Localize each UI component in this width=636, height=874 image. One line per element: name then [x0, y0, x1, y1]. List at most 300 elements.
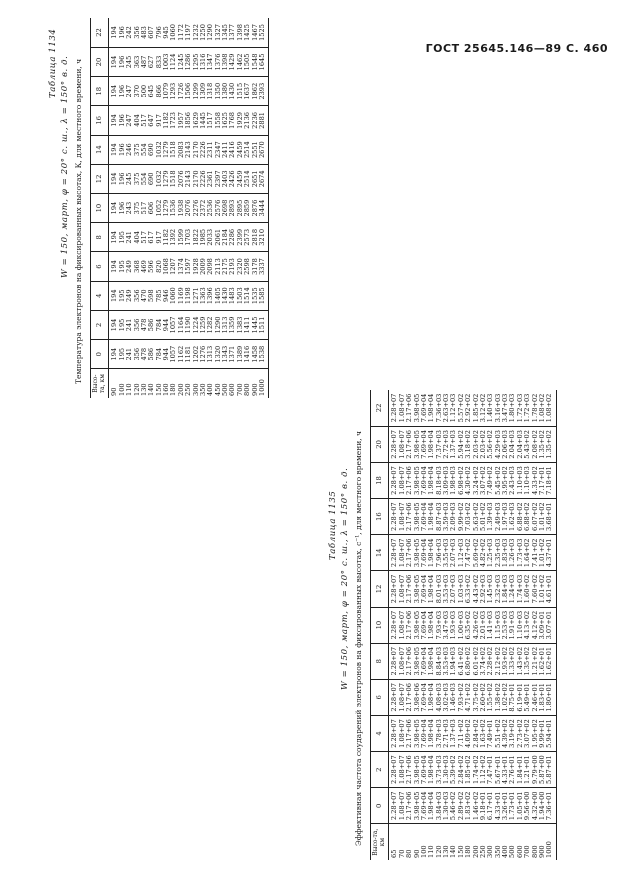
value-column	[389, 426, 556, 462]
table-cell: 1.37+03	[449, 719, 458, 748]
table-cell: 1.85+02	[464, 755, 473, 784]
table-cell: 2818	[250, 228, 259, 246]
table-cell: 1182	[162, 228, 171, 246]
table-cell: 3444	[257, 199, 266, 217]
table-cell: 6.19+01	[515, 683, 524, 712]
table-cell: 1856	[184, 112, 193, 129]
table-cell: 1703	[184, 228, 193, 246]
table-cell: 1518	[169, 170, 178, 188]
table-cell: 1536	[169, 199, 178, 217]
height-value: 120	[132, 383, 141, 396]
table-cell: 242	[125, 26, 134, 39]
table-cell: 1505	[243, 53, 252, 71]
height-value: 150	[154, 383, 163, 396]
table-cell: 1525	[257, 24, 266, 41]
table-cell: 7.37+03	[434, 430, 443, 459]
value-column	[109, 18, 269, 47]
table-cell: 554	[139, 143, 148, 156]
table-cell: 1.83+03	[501, 538, 510, 568]
height-value: 800	[530, 845, 539, 858]
table-cell: 1.93+03	[449, 610, 458, 640]
table-cell: 2.28+07	[390, 610, 399, 640]
table-cell: 866	[154, 84, 163, 98]
table-cell: 2881	[257, 112, 266, 129]
height-value: 600	[228, 383, 237, 396]
table-cell: 7.96+03	[434, 538, 443, 568]
table-cell: 1.08+02	[537, 393, 546, 423]
table-cell: 1320	[213, 345, 222, 363]
table-cell: 1483	[228, 287, 237, 305]
table-cell: 517	[139, 231, 148, 244]
table-cell: 606	[147, 201, 156, 215]
table-cell: 1.95+02	[530, 719, 539, 748]
table-cell: 2.06+03	[501, 430, 510, 459]
table-cell: 1.30+03	[442, 755, 451, 784]
table-cell: 7.69+04	[419, 574, 428, 604]
table-cell: 2.72+03	[442, 430, 451, 459]
table-cell: 8.84+03	[434, 646, 443, 676]
table-cell: 4.33+01	[493, 791, 502, 821]
table-cell: 1.10+03	[515, 466, 524, 495]
table-cell: 2.76+01	[508, 755, 517, 784]
table-cell: 3.47+03	[442, 610, 451, 640]
table-cell: 2.28+07	[390, 646, 399, 676]
table-cell: 3.18+02	[464, 430, 473, 459]
table-cell: 2459	[235, 141, 244, 159]
table-cell: 1.08+02	[545, 393, 554, 423]
table-cell: 1.80+01	[545, 683, 554, 712]
table-cell: 1207	[169, 258, 178, 275]
table-cell: 833	[154, 55, 163, 69]
height-value: 130	[442, 845, 451, 858]
table-cell: 2347	[213, 141, 222, 159]
table-cell: 784	[154, 318, 163, 332]
table-cell: 3.98+05	[412, 502, 421, 531]
table-cell: 1.98+04	[427, 610, 436, 640]
table-cell: 796	[154, 26, 163, 39]
height-column	[109, 369, 269, 398]
table-cell: 2.63+03	[442, 393, 451, 423]
height-value: 110	[125, 383, 134, 396]
table-cell: 1.39+03	[486, 502, 495, 531]
table-cell: 1398	[221, 53, 230, 71]
height-value: 80	[405, 849, 414, 858]
table-cell: 375	[132, 201, 141, 215]
table-cell: 2416	[228, 141, 237, 159]
table-cell: 6.98+02	[456, 466, 465, 495]
table-cell: 194	[110, 143, 119, 156]
table-cell: 1.37+03	[449, 430, 458, 459]
table-cell: 1172	[176, 24, 185, 41]
table-cell: 1376	[213, 53, 222, 71]
table-cell: 1124	[169, 53, 178, 71]
table-cell: 607	[147, 26, 156, 39]
table-0-grid	[90, 18, 269, 398]
table-cell: 1.55+02	[486, 683, 495, 712]
table-cell: 7.47+01	[486, 755, 495, 784]
table-cell: 1052	[154, 199, 163, 217]
height-value: 900	[537, 845, 546, 858]
table-cell: 1.98+04	[427, 430, 436, 459]
column-header: 10	[91, 193, 109, 222]
table-cell: 2.17+06	[405, 502, 414, 531]
table-cell: 1445	[198, 112, 207, 129]
table-cell: 7.69+04	[419, 393, 428, 423]
table-cell: 1467	[250, 24, 259, 41]
table-cell: 2.28+02	[486, 646, 495, 676]
table-cell: 2.71+03	[442, 719, 451, 748]
table-cell: 1.25+03	[486, 538, 495, 568]
table-cell: 1.08+07	[397, 430, 406, 459]
column-header: 20	[91, 47, 109, 76]
table-cell: 7.93+02	[456, 683, 465, 712]
table-cell: 1515	[235, 82, 244, 100]
table-cell: 356	[132, 318, 141, 332]
table-cell: 1359	[228, 316, 237, 334]
table-cell: 194	[110, 55, 119, 69]
table-cell: 1068	[162, 258, 171, 275]
table-cell: 1181	[184, 345, 193, 363]
table-cell: 2372	[198, 199, 207, 217]
table-cell: 1316	[198, 53, 207, 71]
table-cell: 944	[162, 318, 171, 332]
table-cell: 3.19+02	[508, 719, 517, 748]
table-cell: 9.56+00	[523, 791, 532, 821]
column-header: 6	[371, 679, 389, 715]
table-cell: 1.08+07	[397, 466, 406, 495]
table-cell: 194	[110, 231, 119, 244]
table-cell: 4.32+00	[530, 791, 539, 821]
table-cell: 6.88+02	[523, 502, 532, 531]
table-cell: 478	[139, 318, 148, 332]
table-cell: 483	[139, 26, 148, 39]
table-cell: 2.17+06	[405, 574, 414, 604]
table-cell: 3.84+03	[434, 791, 443, 821]
table-cell: 1.01+02	[537, 538, 546, 568]
value-column	[109, 47, 269, 76]
table-cell: 3.98+05	[412, 610, 421, 640]
height-value: 130	[139, 383, 148, 396]
table-cell: 2.17+06	[405, 791, 414, 821]
table-cell: 1279	[162, 199, 171, 217]
table-cell: 9.79+00	[530, 755, 539, 784]
table-cell: 1429	[228, 53, 237, 71]
table-cell: 2286	[228, 228, 237, 246]
table-cell: 7.47+02	[464, 538, 473, 568]
table-cell: 2.73+02	[515, 719, 524, 748]
table-cell: 2.07+03	[449, 574, 458, 604]
table-cell: 1462	[235, 53, 244, 71]
table-cell: 1.08+07	[397, 719, 406, 748]
column-header: 18	[91, 77, 109, 106]
table-cell: 1389	[235, 345, 244, 363]
table-cell: 5.45+02	[493, 466, 502, 495]
table-cell: 3.98+05	[412, 430, 421, 459]
table-cell: 3.75+02	[471, 683, 480, 712]
table-cell: 196	[117, 201, 126, 215]
table-cell: 1.73+01	[508, 791, 517, 821]
table-cell: 8.75+01	[508, 683, 517, 712]
table-cell: 2.28+07	[390, 755, 399, 784]
table-cell: 2403	[221, 170, 230, 188]
table-cell: 4.12+02	[530, 610, 539, 640]
table-cell: 2.28+07	[390, 538, 399, 568]
table-cell: 1.10+03	[515, 610, 524, 640]
height-value: 100	[117, 383, 126, 396]
table-cell: 1197	[184, 24, 193, 41]
table-cell: 7.41+02	[530, 538, 539, 568]
height-value: 1000	[545, 841, 554, 858]
table-cell: 2859	[243, 199, 252, 217]
table-cell: 1.00+03	[456, 610, 465, 640]
table-cell: 647	[147, 114, 156, 127]
table-cell: 2.46+01	[530, 683, 539, 712]
table-cell: 2143	[184, 141, 193, 159]
table-cell: 1822	[191, 228, 200, 246]
table-cell: 196	[117, 114, 126, 127]
table-cell: 247	[125, 114, 134, 127]
table-cell: 1.08+07	[397, 393, 406, 423]
column-header: 2	[91, 310, 109, 339]
table-cell: 517	[139, 201, 148, 215]
table-cell: 2.28+07	[390, 719, 399, 748]
table-cell: 195	[117, 347, 126, 361]
table-cell: 4.30+02	[464, 466, 473, 495]
table-cell: 5.67+01	[493, 755, 502, 784]
table-cell: 356	[132, 289, 141, 303]
height-value: 300	[486, 845, 495, 858]
table-cell: 2.17+06	[405, 466, 414, 495]
table-cell: 1.83+01	[537, 683, 546, 712]
value-column	[109, 310, 269, 339]
table-cell: 194	[110, 260, 119, 273]
table-cell: 246	[125, 143, 134, 156]
table-cell: 1.08+07	[397, 574, 406, 604]
table-cell: 2.84+02	[471, 719, 480, 748]
table-cell: 1.72+03	[523, 393, 532, 423]
table-cell: 356	[132, 26, 141, 39]
table-cell: 1.98+04	[427, 538, 436, 568]
table-cell: 2076	[184, 199, 193, 217]
table-cell: 1245	[176, 53, 185, 71]
table-cell: 241	[125, 231, 134, 244]
table-cell: 5.87+01	[545, 755, 554, 784]
table-cell: 5.01+02	[478, 502, 487, 531]
table-cell: 946	[162, 289, 171, 303]
table-cell: 245	[125, 172, 134, 186]
height-value: 160	[162, 383, 171, 396]
table-cell: 9.99+01	[537, 719, 546, 748]
table-cell: 7.69+04	[419, 538, 428, 568]
table-cell: 5.46+02	[449, 791, 458, 821]
table-cell: 2393	[257, 82, 266, 100]
table-cell: 1293	[169, 82, 178, 100]
column-header: 16	[371, 499, 389, 535]
value-column	[389, 643, 556, 679]
table-cell: 1.21+01	[523, 755, 532, 784]
value-column	[109, 340, 269, 369]
height-value: 200	[471, 845, 480, 858]
table-cell: 2.32+03	[493, 574, 502, 604]
table-cell: 2.17+06	[405, 430, 414, 459]
table-cell: 917	[154, 231, 163, 244]
table-cell: 2.28+07	[390, 502, 399, 531]
table-cell: 4.33+02	[530, 466, 539, 495]
table-cell: 241	[125, 318, 134, 332]
table-cell: 368	[132, 260, 141, 273]
table-cell: 194	[110, 347, 119, 361]
table-cell: 1182	[162, 112, 171, 129]
table-cell: 7.18+01	[545, 466, 554, 495]
table-cell: 2143	[184, 170, 193, 188]
column-header: 0	[91, 340, 109, 369]
table-cell: 3337	[257, 258, 266, 275]
table-cell: 1599	[176, 228, 185, 246]
table-cell: 690	[147, 143, 156, 156]
table-cell: 1.84+01	[515, 755, 524, 784]
table-cell: 2670	[257, 141, 266, 159]
column-header: 22	[371, 390, 389, 426]
table-cell: 2.35+03	[493, 538, 502, 568]
column-header: 4	[371, 715, 389, 751]
height-value: 120	[434, 845, 443, 858]
table-cell: 245	[125, 55, 134, 69]
table-cell: 4.43+02	[471, 574, 480, 604]
value-column	[109, 135, 269, 164]
table-cell: 6.33+02	[464, 574, 473, 604]
table-cell: 1538	[257, 345, 266, 363]
table-cell: 1645	[257, 53, 266, 71]
table-cell: 4.71+02	[464, 683, 473, 712]
table-cell: 1.93+02	[501, 646, 510, 676]
table-cell: 1535	[250, 287, 259, 305]
column-header: 22	[91, 18, 109, 47]
value-column	[389, 752, 556, 788]
table-cell: 1.21+02	[530, 646, 539, 676]
table-cell: 1.98+04	[427, 502, 436, 531]
table-cell: 1.98+03	[449, 466, 458, 495]
table-cell: 7.69+04	[419, 430, 428, 459]
height-value: 1000	[257, 379, 266, 396]
table-cell: 1.63+02	[478, 719, 487, 748]
height-value: 200	[176, 383, 185, 396]
table-cell: 1430	[221, 287, 230, 305]
table-cell: 1.98+04	[427, 466, 436, 495]
table-cell: 249	[125, 289, 134, 303]
table-cell: 596	[147, 260, 156, 273]
table-cell: 3.09+03	[442, 466, 451, 495]
table-cell: 1232	[191, 24, 200, 41]
table-cell: 7.69+04	[419, 791, 428, 821]
value-column	[389, 679, 556, 715]
table-cell: 2.53+03	[501, 610, 510, 640]
table-cell: 1768	[228, 112, 237, 129]
table-cell: 1.83+02	[464, 791, 473, 821]
column-header: 12	[91, 164, 109, 193]
table-cell: 1.62+01	[545, 646, 554, 676]
table-cell: 1.64+02	[523, 538, 532, 568]
table-cell: 1.35+02	[545, 430, 554, 459]
table-cell: 1503	[235, 287, 244, 305]
table-cell: 1.03+03	[456, 574, 465, 604]
table-cell: 3.53+03	[442, 646, 451, 676]
table-cell: 1938	[176, 199, 185, 217]
table-cell: 1430	[228, 82, 237, 100]
table-cell: 1.33+02	[508, 646, 517, 676]
table-cell: 363	[132, 55, 141, 69]
table-cell: 1.98+04	[427, 791, 436, 821]
table-cell: 2411	[221, 141, 230, 159]
table-cell: 6.88+02	[515, 502, 524, 531]
height-value: 140	[147, 383, 156, 396]
table-cell: 195	[117, 318, 126, 332]
table-cell: 2.17+06	[405, 393, 414, 423]
table-cell: 7.49+01	[486, 719, 495, 748]
table-cell: 478	[139, 347, 148, 361]
table-cell: 1.08+07	[397, 502, 406, 531]
table-cell: 1416	[243, 345, 252, 363]
table-cell: 1060	[169, 24, 178, 41]
height-value: 250	[478, 845, 487, 858]
table-cell: 2236	[250, 112, 259, 129]
value-column	[389, 607, 556, 643]
table-cell: 2514	[243, 170, 252, 188]
table-cell: 3.26+01	[501, 791, 510, 821]
table-cell: 2.92+02	[464, 393, 473, 423]
table-cell: 2.17+06	[405, 755, 414, 784]
table-cell: 1.08+07	[397, 791, 406, 821]
height-value: 180	[169, 383, 178, 396]
table-cell: 2.03+02	[478, 430, 487, 459]
table-cell: 1.98+04	[427, 574, 436, 604]
table-cell: 1224	[191, 316, 200, 334]
table-cell: 1313	[206, 345, 215, 363]
table-cell: 1.98+04	[427, 646, 436, 676]
table-cell: 3.98+05	[412, 538, 421, 568]
table-cell: 1169	[176, 287, 185, 305]
table-cell: 3.09+01	[537, 610, 546, 640]
table-cell: 1517	[206, 112, 215, 129]
table-cell: 1.08+07	[397, 610, 406, 640]
table-cell: 196	[117, 172, 126, 186]
table-cell: 1259	[198, 316, 207, 334]
table-cell: 3.98+05	[412, 791, 421, 821]
table-1135-title: W = 150, март, φ = 20° с. ш., λ = 150° в. д.	[340, 467, 350, 690]
table-cell: 627	[147, 55, 156, 69]
table-cell: 2.43+03	[508, 466, 517, 495]
table-cell: 7.69+04	[419, 466, 428, 495]
table-cell: 5.51+02	[493, 719, 502, 748]
table-cell: 586	[147, 347, 156, 361]
value-column	[389, 788, 556, 824]
table-cell: 1458	[250, 345, 259, 363]
table-cell: 2098	[206, 258, 215, 275]
table-cell: 1309	[198, 82, 207, 100]
table-cell: 2.01+03	[478, 610, 487, 640]
height-value: 250	[184, 383, 193, 396]
value-column	[389, 499, 556, 535]
table-cell: 2033	[206, 228, 215, 246]
table-cell: 5.56+02	[486, 430, 495, 459]
table-cell: 2397	[213, 170, 222, 188]
table-cell: 1.12+02	[478, 755, 487, 784]
table-cell: 1250	[198, 24, 207, 41]
table-cell: 195	[117, 231, 126, 244]
table-cell: 1313	[221, 316, 230, 334]
table-cell: 4.08+03	[434, 683, 443, 712]
table-cell: 2083	[176, 141, 185, 159]
table-cell: 2.08+02	[530, 430, 539, 459]
